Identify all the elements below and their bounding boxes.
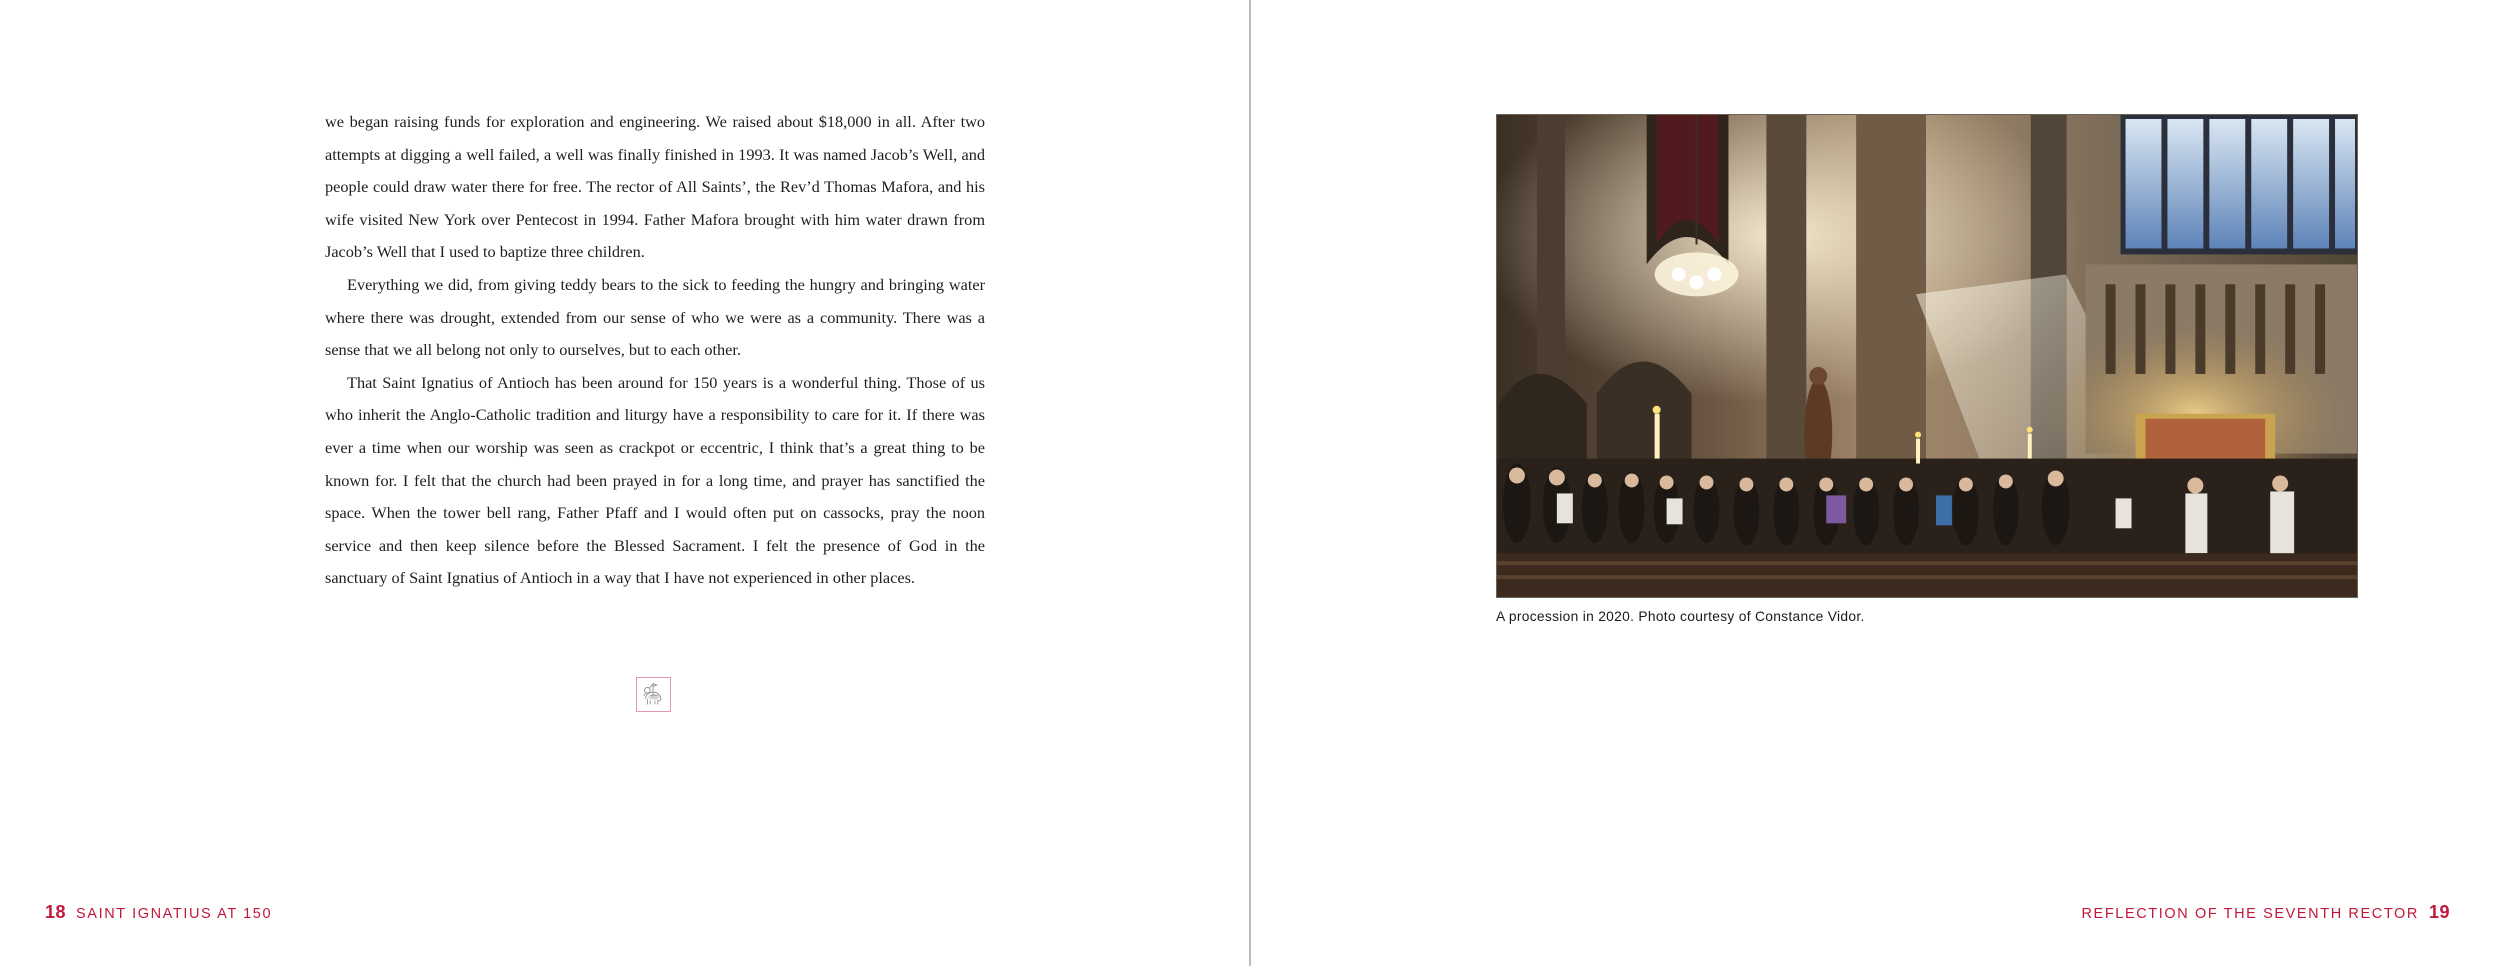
- paragraph: Everything we did, from giving teddy bears to the sick to feeding the hungry and bringing water where there was drought, extended from our sense of who we were as a community. There was a sense that we all belong not only to ourselves, but to each other.: [325, 274, 985, 360]
- page-number: 19: [2428, 902, 2450, 922]
- body-text: [325, 106, 985, 595]
- photo-caption: A procession in 2020. Photo courtesy of Constance Vidor.: [1496, 609, 1865, 624]
- running-header: SAINT IGNATIUS AT 150: [76, 906, 273, 922]
- running-header: REFLECTION OF THE SEVENTH RECTOR: [2081, 906, 2419, 922]
- folio-left: [45, 901, 272, 925]
- paragraph: That Saint Ignatius of Antioch has been around for 150 years is a wonderful thing. Those of us who inherit the Anglo-Catholic tradition and liturgy have a responsibility to care for it. If there was ever a time when our worship was seen as crackpot or eccentric, I think that’s a great thing to be known for. I felt that the church had been prayed in for a long time, and prayer has sanctified the space. When the tower bell rang, Father Pfaff and I would often put on cassocks, pray the noon service and then keep silence before the Blessed Sacrament. I felt the presence of God in the sanctuary of Saint Ignatius of Antioch in a way that I have not experienced in other places.: [325, 372, 985, 588]
- paragraph: we began raising funds for exploration and engineering. We raised about $18,000 in all. After two attempts at digging a well failed, a well was finally finished in 1993. It was named Jacob’s Well, and people could draw water there for free. The rector of All Saints’, the Rev’d Thomas Mafora, and his wife visited New York over Pentecost in 1994. Father Mafora brought with him water drawn from Jacob’s Well that I used to baptize three children.: [325, 112, 985, 262]
- lamb-ornament-icon: [636, 677, 671, 712]
- folio-right: [2081, 901, 2450, 925]
- procession-photo: [1496, 114, 2358, 598]
- page-number: 18: [45, 902, 67, 922]
- left-page: [0, 0, 1249, 966]
